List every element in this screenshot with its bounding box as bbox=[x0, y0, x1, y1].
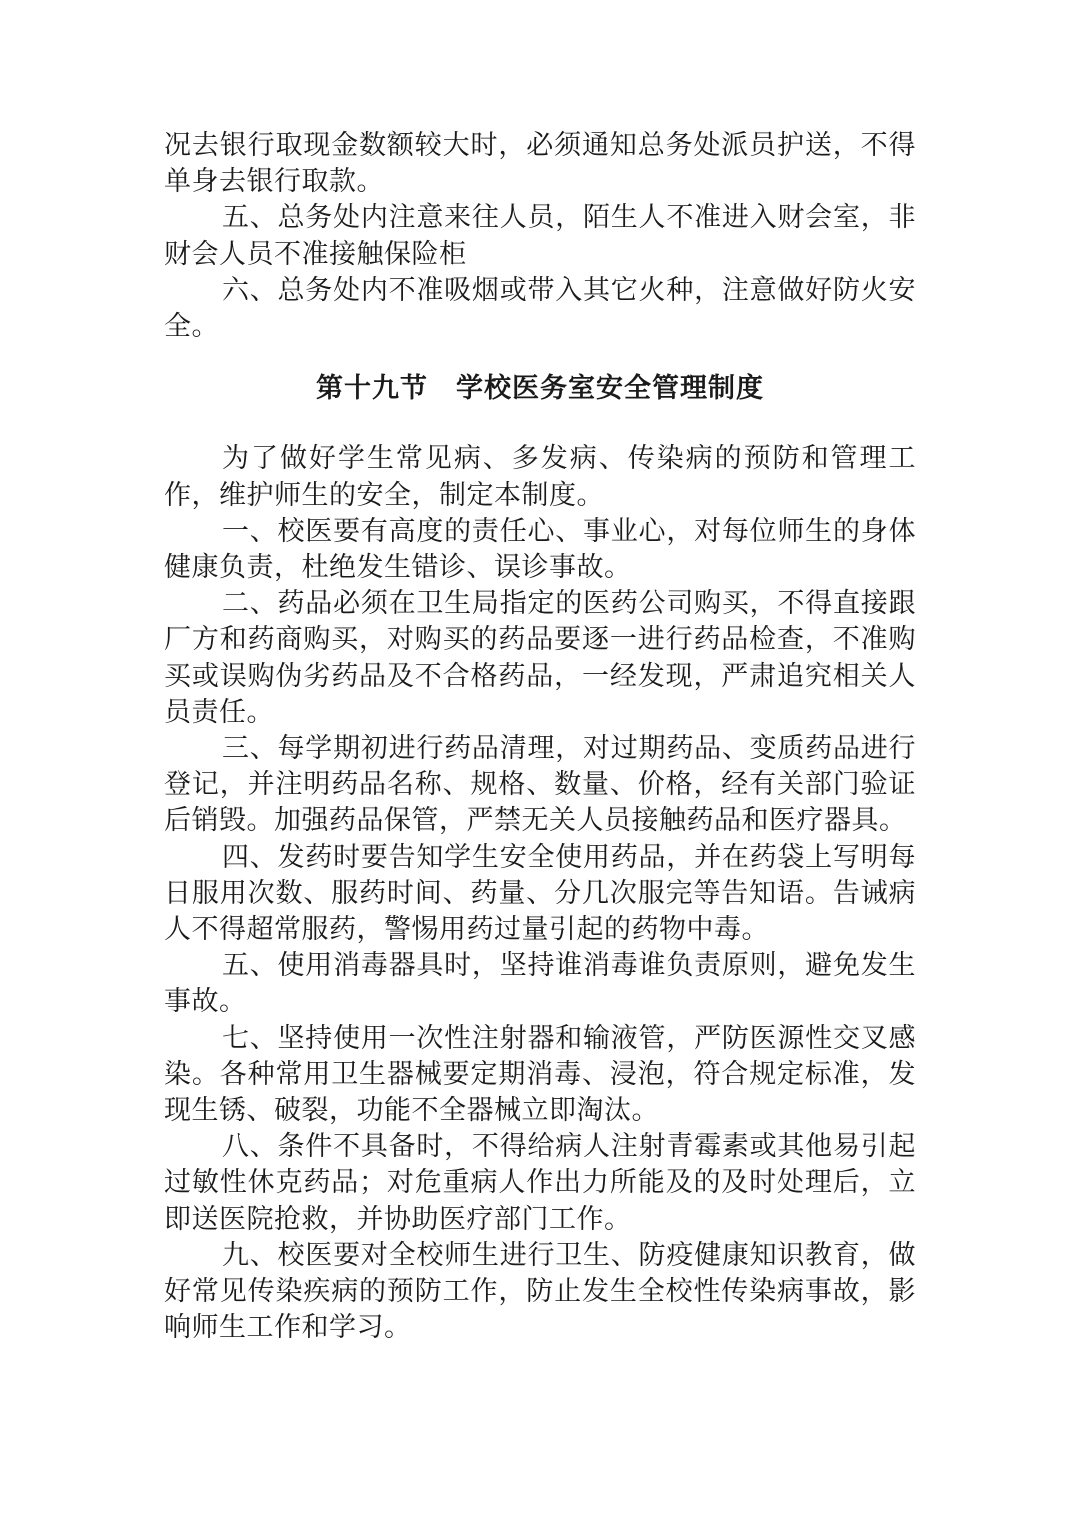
document-page bbox=[164, 128, 916, 1347]
rule-paragraph: 五、总务处内注意来往人员，陌生人不准进入财会室，非财会人员不准接触保险柜 bbox=[164, 202, 916, 270]
rule-paragraph: 五、使用消毒器具时，坚持谁消毒谁负责原则，避免发生事故。 bbox=[164, 950, 916, 1018]
rule-paragraph: 一、校医要有高度的责任心、事业心，对每位师生的身体健康负责，杜绝发生错诊、误诊事故。 bbox=[164, 515, 916, 584]
rule-paragraph: 六、总务处内不准吸烟或带入其它火种，注意做好防火安全。 bbox=[164, 274, 916, 343]
continuation-paragraph: 况去银行取现金数额较大时，必须通知总务处派员护送，不得单身去银行取款。 bbox=[164, 130, 916, 198]
rule-paragraph: 二、药品必须在卫生局指定的医药公司购买，不得直接跟厂方和药商购买，对购买的药品要逐一进行药品检查，不准购买或误购伪劣药品及不合格药品，一经发现，严肃追究相关人员责任。 bbox=[164, 588, 916, 728]
rule-paragraph: 九、校医要对全校师生进行卫生、防疫健康知识教育，做好常见传染疾病的预防工作，防止发生全校性传染病事故，影响师生工作和学习。 bbox=[164, 1239, 916, 1344]
rule-paragraph: 八、条件不具备时，不得给病人注射青霉素或其他易引起过敏性休克药品；对危重病人作出力所能及的及时处理后，立即送医院抢救，并协助医疗部门工作。 bbox=[164, 1131, 916, 1235]
section-title: 第十九节 学校医务室安全管理制度 bbox=[316, 373, 764, 405]
intro-paragraph: 为了做好学生常见病、多发病、传染病的预防和管理工作，维护师生的安全，制定本制度。 bbox=[164, 443, 916, 511]
rule-paragraph: 七、坚持使用一次性注射器和输液管，严防医源性交叉感染。各种常用卫生器械要定期消毒、浸泡，符合规定标准，发现生锈、破裂，功能不全器械立即淘汰。 bbox=[164, 1022, 916, 1127]
rule-paragraph: 四、发药时要告知学生安全使用药品，并在药袋上写明每日服用次数、服药时间、药量、分几次服完等告知语。告诫病人不得超常服药，警惕用药过量引起的药物中毒。 bbox=[164, 841, 916, 946]
rule-paragraph: 三、每学期初进行药品清理，对过期药品、变质药品进行登记，并注明药品名称、规格、数量、价格，经有关部门验证后销毁。加强药品保管，严禁无关人员接触药品和医疗器具。 bbox=[164, 733, 916, 837]
